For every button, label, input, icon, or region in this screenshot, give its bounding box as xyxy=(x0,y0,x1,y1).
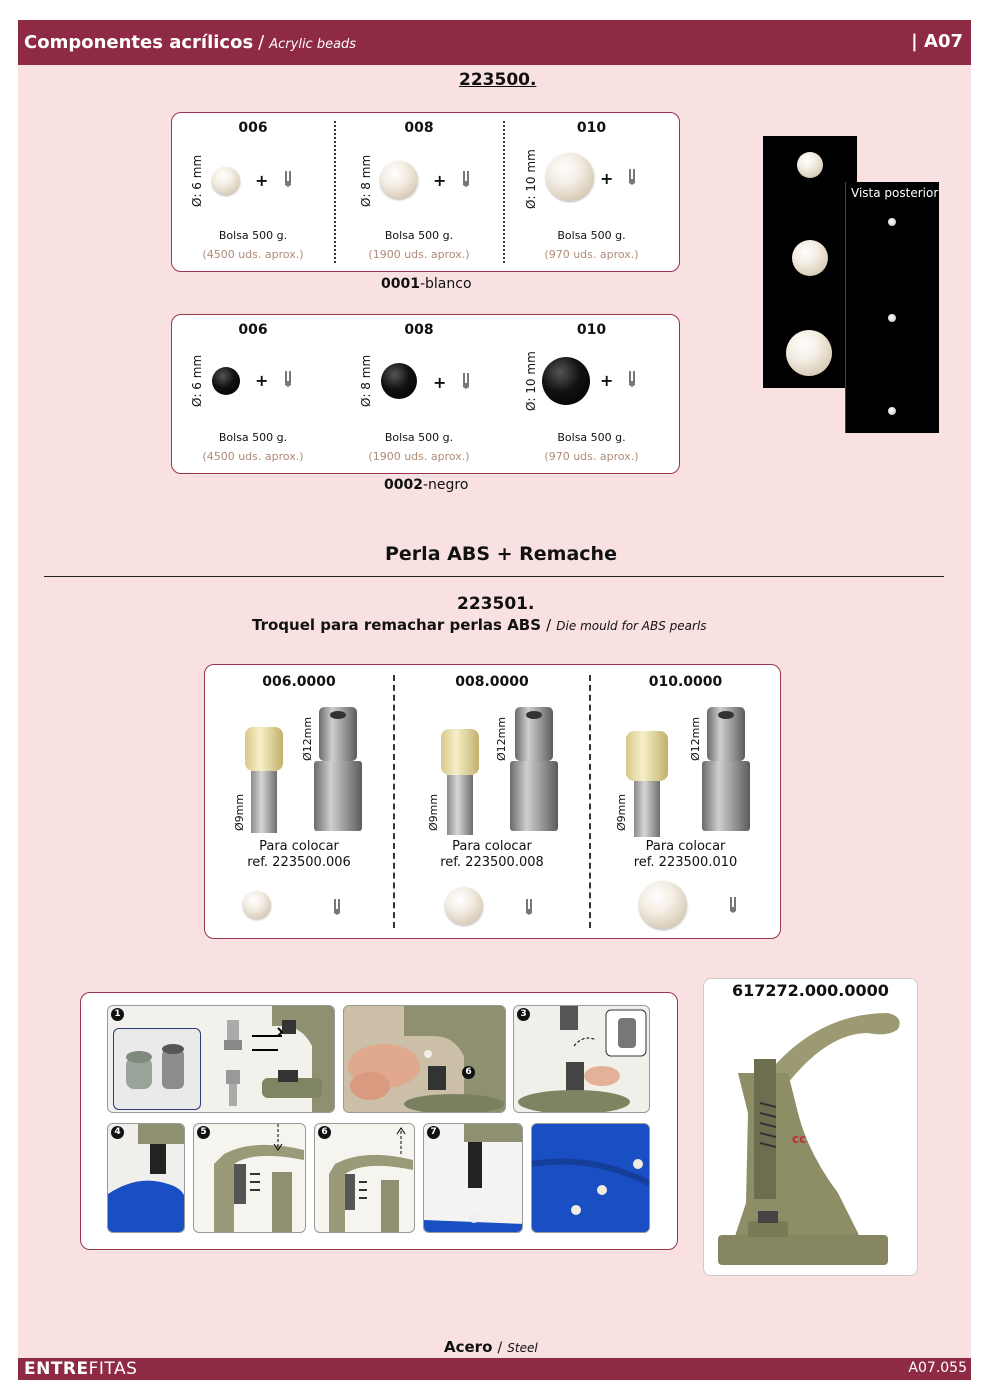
white-beads-panel xyxy=(171,112,680,272)
die-title xyxy=(252,615,707,634)
material-es: Acero xyxy=(444,1338,493,1356)
rivet-icon xyxy=(284,171,292,187)
fabric-positioning-image xyxy=(108,1124,185,1233)
plus-sign: + xyxy=(255,371,269,390)
color-name: -negro xyxy=(422,477,469,493)
die-code: 008.0000 xyxy=(455,674,529,690)
back-view-label: Vista posterior xyxy=(851,186,939,200)
plus-sign: + xyxy=(600,169,614,188)
header-title-en: Acrylic beads xyxy=(269,37,357,52)
pearl-bead-image xyxy=(792,240,828,276)
finished-fabric-image xyxy=(532,1124,650,1233)
press-closeup-image xyxy=(242,1006,335,1113)
press-machine-image xyxy=(718,1003,904,1271)
step-3-image xyxy=(513,1005,650,1113)
plus-sign: + xyxy=(255,171,269,190)
die-code: 010.0000 xyxy=(648,674,723,690)
diameter-label: Ø: 6 mm xyxy=(190,354,204,407)
step-number: 5 xyxy=(197,1126,210,1139)
color-variant-black xyxy=(384,477,468,493)
die-code: 006.0000 xyxy=(262,674,336,690)
die-small-part-image xyxy=(243,727,285,835)
size-code: 008 xyxy=(404,322,434,338)
die-label-line1: Para colocar xyxy=(452,839,532,854)
size-code: 010 xyxy=(576,120,607,136)
front-view-card xyxy=(763,136,857,388)
die-title-separator: / xyxy=(546,616,552,634)
bag-size: Bolsa 500 g. xyxy=(218,229,288,242)
plus-sign: + xyxy=(433,373,447,392)
header-title xyxy=(24,32,356,53)
step-inset-number: 6 xyxy=(462,1066,475,1079)
bead-cell-black-006 xyxy=(172,315,334,473)
step-number: 3 xyxy=(517,1008,530,1021)
bag-size: Bolsa 500 g. xyxy=(557,431,626,444)
bead-cell-black-008 xyxy=(335,315,503,473)
size-code: 006 xyxy=(238,322,268,338)
die-ref: 223501. xyxy=(457,594,535,614)
rivet-icon xyxy=(525,899,533,915)
black-bead-image xyxy=(542,357,590,405)
bag-size: Bolsa 500 g. xyxy=(557,229,626,242)
rivet-icon xyxy=(284,371,292,387)
die-small-part-image xyxy=(625,731,669,839)
pearl-bead-image xyxy=(546,153,594,201)
pearl-set-image xyxy=(424,1124,523,1233)
bag-size: Bolsa 500 g. xyxy=(384,431,454,444)
diameter-label: Ø: 8 mm xyxy=(359,154,373,207)
brand-logo-text xyxy=(24,1359,137,1379)
hand-placing-pearl-image xyxy=(344,1006,506,1113)
color-variant-white xyxy=(381,276,472,292)
plus-sign: + xyxy=(600,371,614,390)
units-count: (4500 uds. aprox.) xyxy=(202,248,304,261)
step-number: 4 xyxy=(111,1126,124,1139)
die-item-008 xyxy=(395,665,589,938)
rivet-insertion-image xyxy=(514,1006,650,1113)
section-title: Perla ABS + Remache xyxy=(385,543,617,565)
back-view-card xyxy=(845,182,939,433)
material-separator: / xyxy=(497,1340,503,1356)
die-large-part-image xyxy=(509,707,559,837)
diameter-label: Ø: 10 mm xyxy=(524,149,538,209)
size-code: 006 xyxy=(238,120,268,136)
pearl-bead-image xyxy=(243,891,271,919)
pearl-bead-image xyxy=(786,330,832,376)
header-page-code: | A07 xyxy=(911,31,963,52)
units-count: (4500 uds. aprox.) xyxy=(202,450,304,463)
section-rule xyxy=(44,576,944,577)
bead-cell-white-006 xyxy=(172,113,334,271)
die-label-line2: ref. 223500.008 xyxy=(440,855,544,870)
rivet-icon xyxy=(462,171,470,187)
press-ref: 617272.000.0000 xyxy=(732,981,889,1000)
units-count: (1900 uds. aprox.) xyxy=(368,248,470,261)
pearl-bead-image xyxy=(445,887,483,925)
die-label-line2: ref. 223500.006 xyxy=(247,855,351,870)
large-diameter-label: Ø12mm xyxy=(301,716,314,761)
size-code: 010 xyxy=(576,322,607,338)
step-1-image xyxy=(107,1005,335,1113)
press-lever-up-image xyxy=(315,1124,415,1233)
small-diameter-label: Ø9mm xyxy=(233,793,246,831)
step-8-image xyxy=(531,1123,650,1233)
die-large-part-image xyxy=(313,707,363,837)
brand-bold: ENTRE xyxy=(24,1359,89,1379)
page-footer xyxy=(18,1358,971,1380)
steps-panel xyxy=(80,992,678,1250)
bead-cell-white-010 xyxy=(504,113,679,271)
step-2-image xyxy=(343,1005,506,1113)
svg-text:cc: cc xyxy=(792,1132,807,1146)
die-label-line2: ref. 223500.010 xyxy=(633,855,738,870)
step-7-image xyxy=(423,1123,523,1233)
diameter-label: Ø: 6 mm xyxy=(190,154,204,207)
die-label-line1: Para colocar xyxy=(645,839,726,854)
rivet-back-dot xyxy=(888,218,896,226)
header-title-es: Componentes acrílicos xyxy=(24,32,254,53)
black-beads-panel xyxy=(171,314,680,474)
die-title-es: Troquel para remachar perlas ABS xyxy=(252,616,542,634)
color-name: -blanco xyxy=(419,276,472,292)
die-item-010 xyxy=(591,665,780,938)
diameter-label: Ø: 8 mm xyxy=(359,354,373,407)
inset-die-parts xyxy=(113,1028,201,1110)
large-diameter-label: Ø12mm xyxy=(495,716,508,761)
rivet-icon xyxy=(729,897,737,913)
step-number: 7 xyxy=(427,1126,440,1139)
pearl-bead-image xyxy=(380,161,418,199)
rivet-icon xyxy=(628,169,636,185)
large-diameter-label: Ø12mm xyxy=(689,716,702,761)
diameter-label: Ø: 10 mm xyxy=(524,351,538,411)
brand-light: FITAS xyxy=(88,1359,138,1379)
step-6-image xyxy=(314,1123,415,1233)
pearl-bead-image xyxy=(212,167,240,195)
size-code: 008 xyxy=(404,120,434,136)
black-bead-image xyxy=(381,363,417,399)
rivet-icon xyxy=(628,371,636,387)
bag-size: Bolsa 500 g. xyxy=(218,431,288,444)
die-small-part-image xyxy=(439,729,481,837)
page-number: A07.055 xyxy=(908,1360,967,1376)
die-parts-image xyxy=(122,1043,194,1099)
units-count: (1900 uds. aprox.) xyxy=(368,450,470,463)
page-header xyxy=(18,20,971,65)
material-en: Steel xyxy=(507,1341,538,1355)
black-bead-image xyxy=(212,367,240,395)
pearl-bead-image xyxy=(797,152,823,178)
die-panel xyxy=(204,664,781,939)
bead-cell-black-010 xyxy=(504,315,679,473)
die-title-en: Die mould for ABS pearls xyxy=(556,619,707,633)
press-lever-down-image xyxy=(194,1124,306,1233)
step-4-image xyxy=(107,1123,185,1233)
step-number: 6 xyxy=(318,1126,331,1139)
small-diameter-label: Ø9mm xyxy=(427,793,440,831)
step-number: 1 xyxy=(111,1008,124,1021)
product-ref: 223500. xyxy=(459,70,537,90)
rivet-icon xyxy=(462,373,470,389)
material-label xyxy=(444,1337,538,1356)
bag-size: Bolsa 500 g. xyxy=(384,229,454,242)
press-panel xyxy=(703,978,918,1276)
die-large-part-image xyxy=(701,707,751,837)
units-count: (970 uds. aprox.) xyxy=(544,450,639,463)
plus-sign: + xyxy=(433,171,447,190)
die-label-line1: Para colocar xyxy=(259,839,339,854)
rivet-back-dot xyxy=(888,314,896,322)
color-code: 0002 xyxy=(384,477,423,493)
pearl-bead-image xyxy=(639,881,687,929)
die-item-006 xyxy=(205,665,393,938)
rivet-icon xyxy=(333,899,341,915)
rivet-back-dot xyxy=(888,407,896,415)
small-diameter-label: Ø9mm xyxy=(615,793,628,831)
step-5-image xyxy=(193,1123,306,1233)
color-code: 0001 xyxy=(381,276,420,292)
bead-cell-white-008 xyxy=(335,113,503,271)
units-count: (970 uds. aprox.) xyxy=(544,248,639,261)
header-separator: / xyxy=(258,32,265,53)
